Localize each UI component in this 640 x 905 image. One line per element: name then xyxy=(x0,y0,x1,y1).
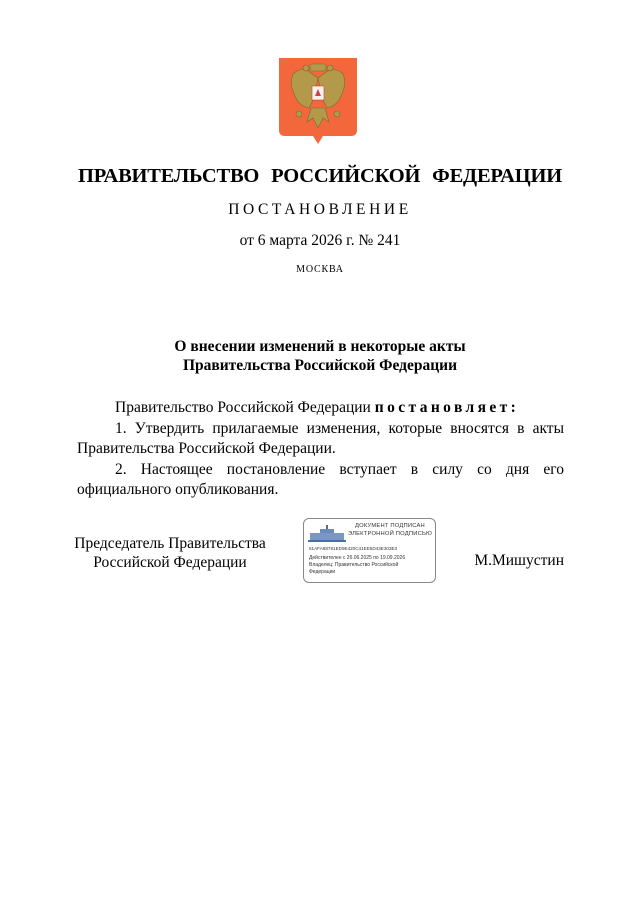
certificate-owner-line-1: Владелец: Правительство Российской xyxy=(309,562,399,568)
document-date-number: от 6 марта 2026 г. № 241 xyxy=(239,232,401,249)
government-building-icon xyxy=(308,525,346,543)
item-2-line-1: 2. Настоящее постановление вступает в силу со дня его xyxy=(115,460,564,478)
subject-line-2: Правительства Российской Федерации xyxy=(182,357,458,374)
stamp-heading-line-1: ДОКУМЕНТ ПОДПИСАН xyxy=(355,523,425,529)
preamble-text: Правительство Российской Федерации xyxy=(115,399,375,416)
signer-title-line-2: Российской Федерации xyxy=(93,554,247,571)
subject-line-1: О внесении изменений в некоторые акты xyxy=(174,338,466,355)
item-1-line-1: 1. Утвердить прилагаемые изменения, которые вносятся в акты xyxy=(115,419,564,437)
document-type: ПОСТАНОВЛЕНИЕ xyxy=(228,201,412,218)
electronic-signature-stamp xyxy=(303,518,436,583)
certificate-validity: Действителен с 26.06.2025 по 19.09.2026 xyxy=(309,555,406,561)
city: МОСКВА xyxy=(296,264,344,275)
signer-name: М.Мишустин xyxy=(474,552,564,569)
stamp-heading-line-2: ЭЛЕКТРОННОЙ ПОДПИСЬЮ xyxy=(347,530,433,537)
coat-of-arms-icon xyxy=(277,56,359,146)
government-title: ПРАВИТЕЛЬСТВО РОССИЙСКОЙ ФЕДЕРАЦИИ xyxy=(78,165,562,187)
stamp-heading xyxy=(346,523,434,538)
certificate-owner-line-2: Федерации xyxy=(309,569,336,575)
signer-title-line-1: Председатель Правительства xyxy=(74,535,266,552)
certificate-serial: 51AFA88781ED9E420C41EE5D43E303E3 xyxy=(309,546,398,551)
item-1-line-2: Правительства Российской Федерации. xyxy=(77,440,336,457)
item-2-line-2: официального опубликования. xyxy=(77,481,279,498)
decrees-word: постановляет: xyxy=(374,399,520,416)
preamble-paragraph xyxy=(77,398,564,419)
signer-title xyxy=(70,534,270,572)
document-body xyxy=(77,398,564,501)
document-subject xyxy=(0,337,640,375)
